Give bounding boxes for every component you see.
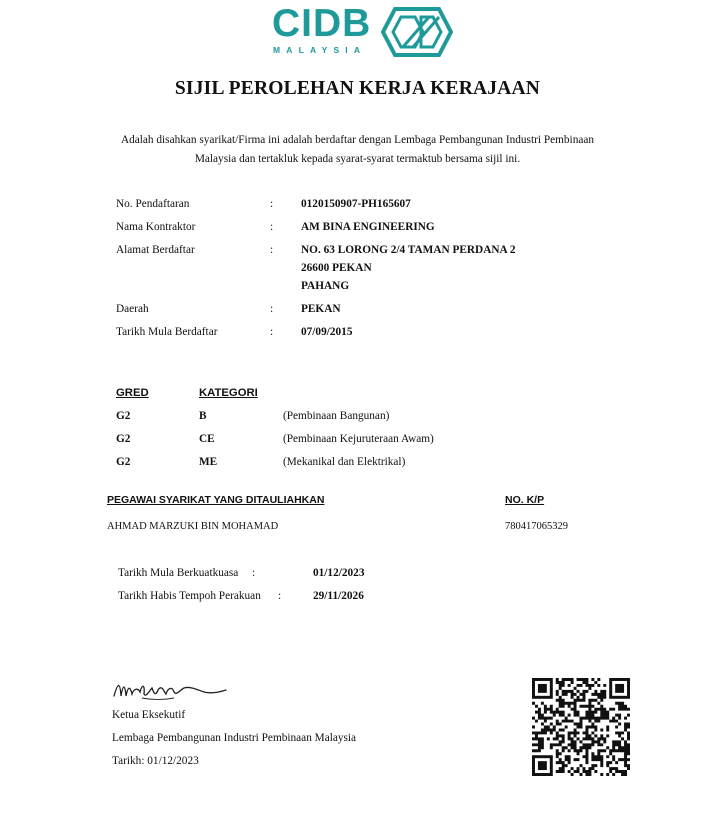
signature-image (112, 678, 232, 704)
signatory-organisation: Lembaga Pembangunan Industri Pembinaan Malaysia (112, 732, 357, 744)
reg-no-label: No. Pendaftaran (116, 198, 190, 210)
category-description: (Pembinaan Bangunan) (283, 410, 390, 422)
colon: : (270, 326, 274, 338)
expiry-date-value: 29/11/2026 (313, 590, 364, 602)
reg-no-value: 0120150907-PH165607 (301, 198, 411, 210)
district-label: Daerah (116, 303, 149, 315)
colon: : (270, 198, 274, 210)
colon: : (270, 221, 274, 233)
category-cell: B (199, 410, 207, 422)
logo-wordmark: CIDB (272, 2, 372, 45)
signatory-title: Ketua Eksekutif (112, 709, 186, 721)
intro-line-1: Adalah disahkan syarikat/Firma ini adalah berdaftar dengan Lembaga Pembangunan Industri Pembinaan (120, 134, 595, 146)
grade-cell: G2 (116, 410, 131, 422)
category-description: (Pembinaan Kejuruteraan Awam) (283, 433, 434, 445)
address-line-3: PAHANG (301, 280, 350, 292)
certificate-title: SIJIL PEROLEHAN KERJA KERAJAAN (174, 78, 541, 99)
qr-code-icon (532, 678, 630, 776)
address-label: Alamat Berdaftar (116, 244, 195, 256)
start-date-value: 07/09/2015 (301, 326, 353, 338)
grade-header: GRED (116, 387, 149, 399)
category-cell: ME (199, 456, 218, 468)
officer-ic: 780417065329 (505, 521, 568, 532)
signatory-date: Tarikh: 01/12/2023 (112, 755, 199, 767)
officer-name: AHMAD MARZUKI BIN MOHAMAD (107, 521, 279, 532)
colon: : (278, 590, 282, 602)
grade-cell: G2 (116, 456, 131, 468)
cidb-logo-icon (381, 7, 453, 57)
grade-cell: G2 (116, 433, 131, 445)
colon: : (270, 244, 274, 256)
district-value: PEKAN (301, 303, 341, 315)
category-header: KATEGORI (199, 387, 258, 399)
ic-header: NO. K/P (505, 494, 545, 506)
logo-subtitle: MALAYSIA (273, 45, 367, 55)
address-line-2: 26600 PEKAN (301, 262, 372, 274)
contractor-label: Nama Kontraktor (116, 221, 196, 233)
colon: : (270, 303, 274, 315)
category-cell: CE (199, 433, 215, 445)
contractor-value: AM BINA ENGINEERING (301, 221, 435, 233)
start-date-label: Tarikh Mula Berdaftar (116, 326, 218, 338)
effective-date-value: 01/12/2023 (313, 567, 365, 579)
effective-date-label: Tarikh Mula Berkuatkuasa (118, 567, 239, 579)
colon: : (252, 567, 256, 579)
intro-line-2: Malaysia dan tertakluk kepada syarat-syarat termaktub bersama sijil ini. (194, 153, 521, 165)
address-line-1: NO. 63 LORONG 2/4 TAMAN PERDANA 2 (301, 244, 516, 256)
officer-header: PEGAWAI SYARIKAT YANG DITAULIAHKAN (107, 494, 325, 506)
category-description: (Mekanikal dan Elektrikal) (283, 456, 406, 468)
expiry-date-label: Tarikh Habis Tempoh Perakuan (118, 590, 261, 602)
